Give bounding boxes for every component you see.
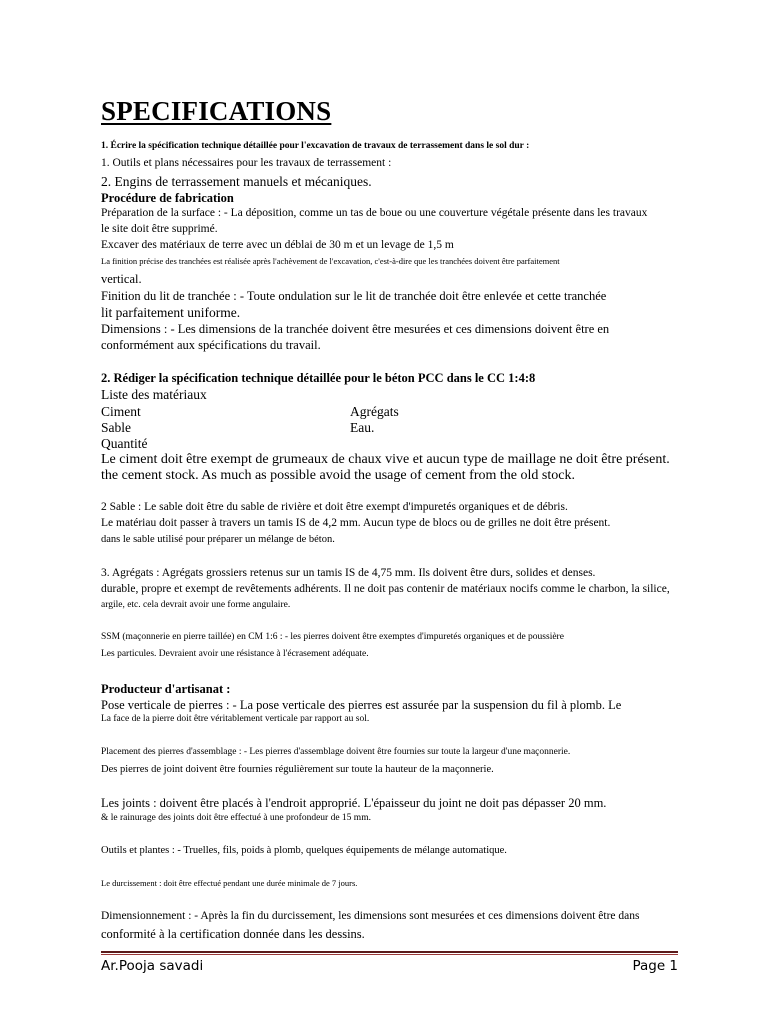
subheading-procedure: Procédure de fabrication [101, 191, 234, 205]
text-line: conformément aux spécifications du travail. [101, 338, 321, 352]
text-line: le site doit être supprimé. [101, 223, 218, 235]
material-item: Ciment [101, 404, 141, 419]
text-line: La finition précise des tranchées est réalisée après l'achèvement de l'excavation, c'est-à-dire que les tranchées doivent être parfaitement [101, 256, 560, 266]
text-line: Pose verticale de pierres : - La pose verticale des pierres est assurée par la suspension du fil à plomb. Le [101, 698, 622, 712]
text-line: & le rainurage des joints doit être effectué à une profondeur de 15 mm. [101, 813, 371, 823]
footer-author: Ar.Pooja savadi [101, 958, 204, 974]
section3-heading: Producteur d'artisanat : [101, 682, 231, 696]
footer-page-number: Page 1 [632, 958, 678, 974]
text-line: Placement des pierres d'assemblage : - Les pierres d'assemblage doivent être fournies sur toute la largeur d'une maçonnerie. [101, 747, 571, 757]
materials-row [101, 421, 401, 435]
text-line: dans le sable utilisé pour préparer un mélange de béton. [101, 534, 335, 545]
text-line: 3. Agrégats : Agrégats grossiers retenus sur un tamis IS de 4,75 mm. Ils doivent être durs, solides et denses. [101, 567, 596, 579]
materials-row [101, 405, 401, 419]
section1-heading: 1. Écrire la spécification technique détaillée pour l'excavation de travaux de terrassement dans le sol dur : [101, 141, 530, 151]
page-title: SPECIFICATIONS [101, 96, 332, 126]
text-line: La face de la pierre doit être véritablement verticale par rapport au sol. [101, 714, 370, 724]
material-item: Eau. [350, 420, 375, 435]
section2-heading: 2. Rédiger la spécification technique détaillée pour le béton PCC dans le CC 1:4:8 [101, 371, 536, 385]
text-line: conformité à la certification donnée dans les dessins. [101, 927, 365, 941]
materials-title: Liste des matériaux [101, 387, 207, 402]
text-line: Dimensionnement : - Après la fin du durcissement, les dimensions sont mesurées et ces dimensions doivent être dans [101, 910, 640, 922]
footer-divider-accent [101, 954, 678, 955]
text-line: Les particules. Devraient avoir une résistance à l'écrasement adéquate. [101, 649, 369, 659]
text-line: 1. Outils et plans nécessaires pour les travaux de terrassement : [101, 157, 392, 169]
quantity-label: Quantité [101, 436, 148, 451]
text-line: Le durcissement : doit être effectué pendant une durée minimale de 7 jours. [101, 878, 358, 888]
text-line: Le ciment doit être exempt de grumeaux de chaux vive et aucun type de maillage ne doit être présent. [101, 452, 670, 467]
text-line: Outils et plantes : - Truelles, fils, poids à plomb, quelques équipements de mélange automatique. [101, 845, 507, 856]
text-line: Excaver des matériaux de terre avec un déblai de 30 m et un levage de 1,5 m [101, 239, 454, 251]
footer-divider [101, 951, 678, 953]
text-line: Les joints : doivent être placés à l'endroit approprié. L'épaisseur du joint ne doit pas dépasser 20 mm. [101, 796, 607, 810]
text-line: Dimensions : - Les dimensions de la tranchée doivent être mesurées et ces dimensions doivent être en [101, 322, 610, 336]
text-line: durable, propre et exempt de revêtements adhérents. Il ne doit pas contenir de matériaux nocifs comme le charbon, la silice, [101, 583, 670, 595]
text-line: Des pierres de joint doivent être fournies régulièrement sur toute la hauteur de la maçonnerie. [101, 764, 494, 775]
text-line: Finition du lit de tranchée : - Toute ondulation sur le lit de tranchée doit être enlevée et cette tranchée [101, 289, 607, 303]
text-line: 2. Engins de terrassement manuels et mécaniques. [101, 174, 372, 189]
text-line: vertical. [101, 272, 142, 286]
text-line: SSM (maçonnerie en pierre taillée) en CM 1:6 : - les pierres doivent être exemptes d'impuretés organiques et de poussière [101, 632, 564, 642]
material-item: Agrégats [350, 404, 399, 419]
text-line: the cement stock. As much as possible avoid the usage of cement from the old stock. [101, 468, 575, 483]
text-line: Préparation de la surface : - La déposition, comme un tas de boue ou une couverture végétale présente dans les travaux [101, 207, 648, 219]
text-line: Le matériau doit passer à travers un tamis IS de 4,2 mm. Aucun type de blocs ou de grilles ne doit être présent. [101, 517, 611, 529]
text-line: lit parfaitement uniforme. [101, 305, 241, 320]
text-line: argile, etc. cela devrait avoir une forme angulaire. [101, 600, 291, 610]
material-item: Sable [101, 420, 131, 435]
text-line: 2 Sable : Le sable doit être du sable de rivière et doit être exempt d'impuretés organiques et de débris. [101, 501, 568, 513]
